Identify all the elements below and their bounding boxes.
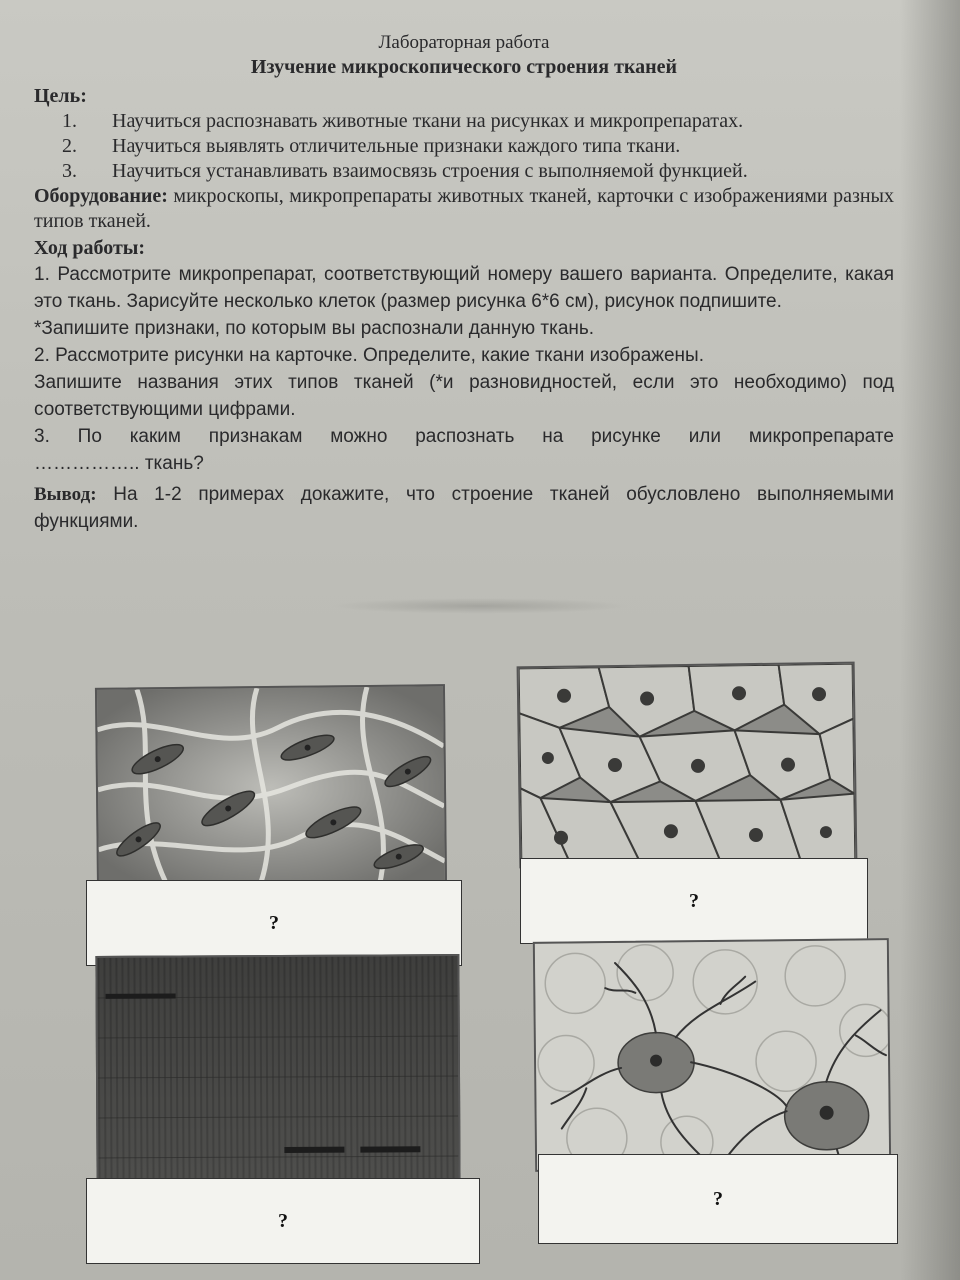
conclusion-text: На 1-2 примерах докажите, что строение тканей обусловлено выполняемыми функциями. <box>34 484 894 532</box>
goal-item <box>34 134 894 159</box>
doc-title: Изучение микроскопического строения тканей <box>250 56 678 78</box>
goal-item <box>34 109 894 134</box>
conclusion-heading: Вывод: <box>34 484 97 505</box>
answer-box-1[interactable]: ? <box>86 880 462 966</box>
doc-subtitle: Лабораторная работа <box>378 32 550 53</box>
procedure-step3-end: …………….. ткань? <box>34 453 204 474</box>
goal-num: 3. <box>62 160 77 182</box>
page-edge-shadow <box>900 0 960 1280</box>
answer-box-4[interactable]: ? <box>538 1154 898 1244</box>
goal-item <box>34 159 894 184</box>
goal-text: Научиться распознавать животные ткани на рисунках и микропрепаратах. <box>112 110 744 132</box>
tissue-figure-3 <box>95 954 460 1194</box>
goal-heading: Цель: <box>34 85 87 107</box>
tissue-figure-4 <box>533 938 891 1172</box>
procedure-step1: 1. Рассмотрите микропрепарат, соответствующий номеру вашего варианта. Определите, какая это ткань. Зарисуйте несколько клеток (размер рисунка 6*6 см), рисунок подпишите. <box>34 264 894 312</box>
equipment-text: микроскопы, микропрепараты животных тканей, карточки с изображениями разных типов тканей. <box>34 185 894 232</box>
procedure-step2a: 2. Рассмотрите рисунки на карточке. Определите, какие ткани изображены. <box>34 345 704 366</box>
answer-box-3[interactable]: ? <box>86 1178 480 1264</box>
tissue-figure-1 <box>95 684 447 892</box>
procedure-heading: Ход работы: <box>34 237 146 259</box>
procedure-step3: 3. По каким признакам можно распознать на рисунке или микропрепарате <box>34 426 894 447</box>
goal-text: Научиться выявлять отличительные признаки каждого типа ткани. <box>112 135 681 157</box>
tissue-figure-3-drawing <box>97 956 458 1192</box>
tissue-figure-2 <box>517 662 858 869</box>
goal-num: 1. <box>62 110 77 132</box>
tissue-figure-1-drawing <box>97 686 445 890</box>
equipment-paragraph <box>34 184 894 234</box>
answer-box-2[interactable]: ? <box>520 858 868 944</box>
procedure-step1-note: *Запишите признаки, по которым вы распознали данную ткань. <box>34 318 595 339</box>
print-smudge <box>330 598 630 614</box>
worksheet-text <box>34 30 894 535</box>
goal-text: Научиться устанавливать взаимосвязь строения с выполняемой функцией. <box>112 160 748 182</box>
conclusion-paragraph <box>34 481 894 535</box>
equipment-heading: Оборудование: <box>34 185 168 207</box>
tissue-figure-4-drawing <box>535 940 889 1170</box>
tissue-figure-2-drawing <box>519 664 856 867</box>
procedure-step2b: Запишите названия этих типов тканей (*и разновидностей, если это необходимо) под соответствующими цифрами. <box>34 372 894 420</box>
goal-num: 2. <box>62 135 77 157</box>
